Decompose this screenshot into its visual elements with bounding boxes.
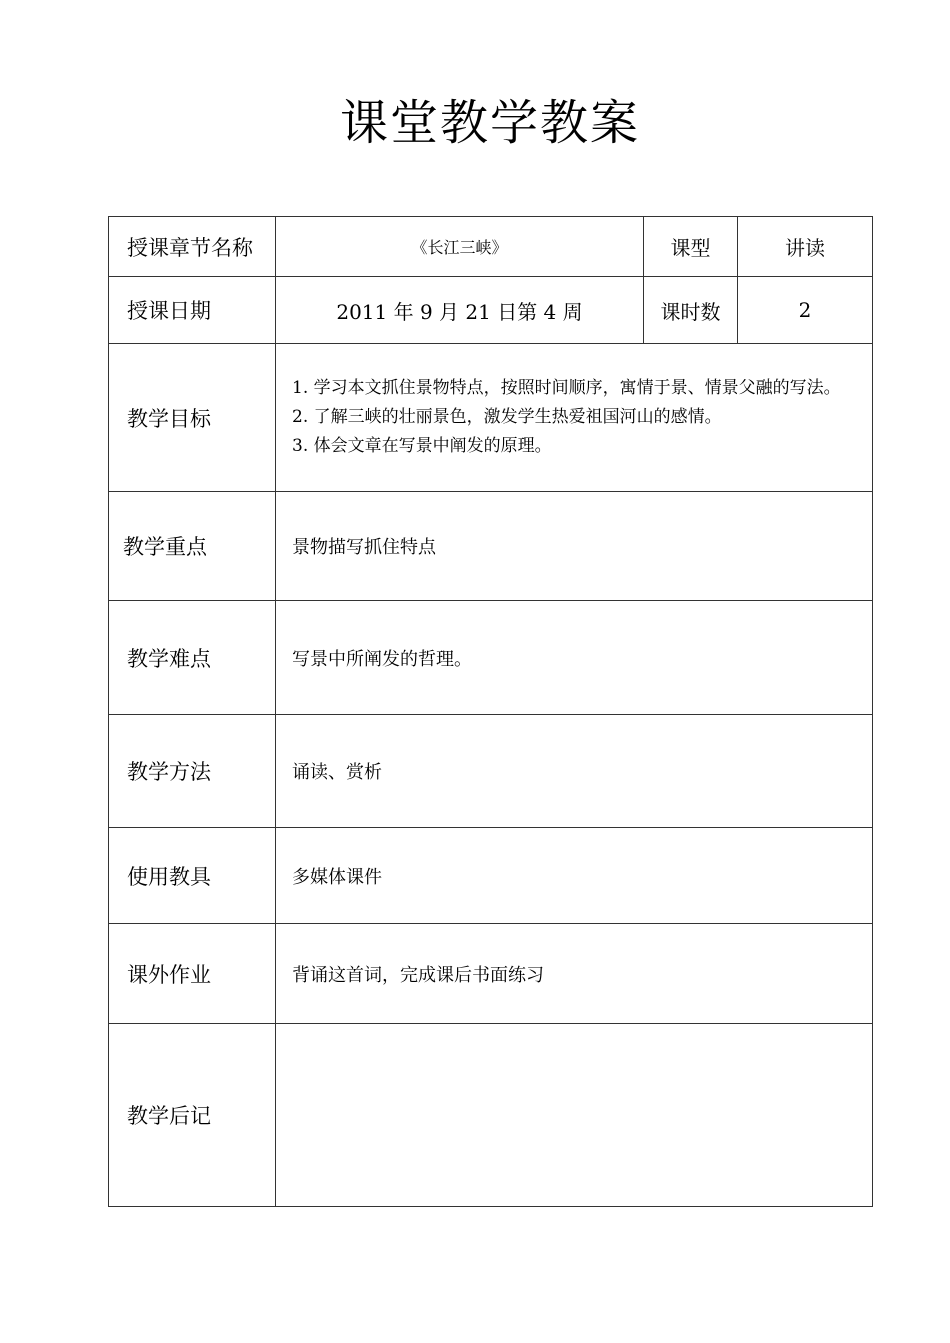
objectives-label: 教学目标 bbox=[109, 344, 276, 492]
hours-label: 课时数 bbox=[644, 277, 738, 344]
row-homework bbox=[109, 924, 873, 1024]
objective-item-2: 2. 了解三峡的壮丽景色，激发学生热爱祖国河山的感情。 bbox=[292, 407, 722, 427]
row-tools bbox=[109, 828, 873, 924]
row-objectives bbox=[109, 344, 873, 492]
methods-label: 教学方法 bbox=[109, 715, 276, 828]
difficulties-label: 教学难点 bbox=[109, 601, 276, 715]
tools-value: 多媒体课件 bbox=[276, 828, 873, 924]
reflection-label: 教学后记 bbox=[109, 1024, 276, 1207]
key-points-value: 景物描写抓住特点 bbox=[276, 492, 873, 601]
difficulties-value: 写景中所阐发的哲理。 bbox=[276, 601, 873, 715]
tools-label: 使用教具 bbox=[109, 828, 276, 924]
row-difficulties bbox=[109, 601, 873, 715]
homework-value: 背诵这首词，完成课后书面练习 bbox=[276, 924, 873, 1024]
chapter-value: 《长江三峡》 bbox=[276, 217, 644, 277]
date-value: 2011 年 9 月 21 日第 4 周 bbox=[276, 277, 644, 344]
row-date bbox=[109, 277, 873, 344]
row-methods bbox=[109, 715, 873, 828]
reflection-value bbox=[276, 1024, 873, 1207]
page-title: 课堂教学教案 bbox=[339, 95, 640, 151]
objectives-content bbox=[276, 344, 873, 492]
type-value: 讲读 bbox=[738, 217, 873, 277]
key-points-label: 教学重点 bbox=[109, 492, 276, 601]
date-label: 授课日期 bbox=[109, 277, 276, 344]
row-chapter bbox=[109, 217, 873, 277]
lesson-plan-table bbox=[108, 216, 873, 1207]
homework-label: 课外作业 bbox=[109, 924, 276, 1024]
methods-value: 诵读、赏析 bbox=[276, 715, 873, 828]
chapter-label: 授课章节名称 bbox=[109, 217, 276, 277]
type-label: 课型 bbox=[644, 217, 738, 277]
objective-item-1: 1. 学习本文抓住景物特点，按照时间顺序，寓情于景、情景父融的写法。 bbox=[292, 378, 841, 398]
row-key-points bbox=[109, 492, 873, 601]
objective-item-3: 3. 体会文章在写景中阐发的原理。 bbox=[292, 436, 552, 456]
hours-value: 2 bbox=[738, 277, 873, 344]
row-reflection bbox=[109, 1024, 873, 1207]
